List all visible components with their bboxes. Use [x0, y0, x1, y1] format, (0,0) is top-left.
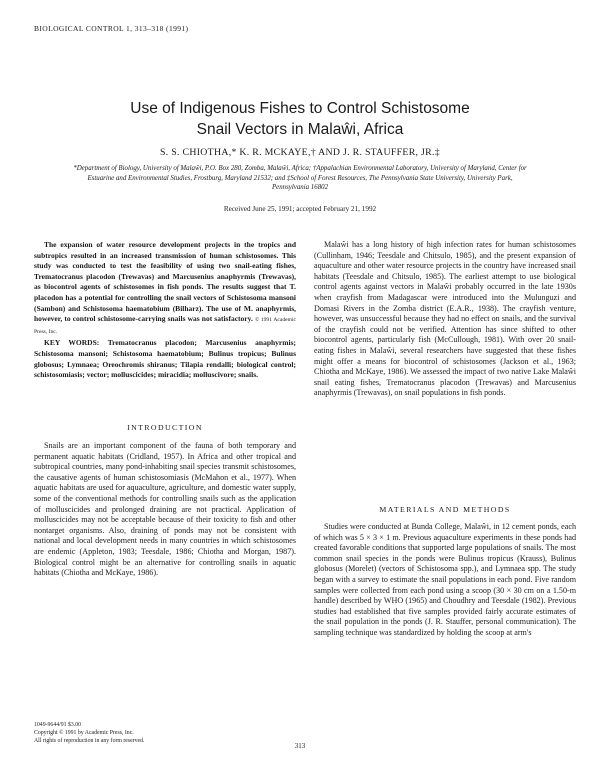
methods-paragraph: Studies were conducted at Bunda College, Malaŵi, in 12 cement ponds, each of which was 5 × 3 × 1 m. Previous aquaculture experiments in these ponds had created favorable conditions that supported large populations of snails. The most common snail species in the ponds were Bulinus tropicus (Krauss), Bulinus globosus (Morelet) (vectors of Schistosoma spp.), and Lymnaea spp. The study began with a survey to estimate the snail populations in each pond. Five random samples were collected from each pond using a scoop (30 × 30 cm on a 1.50-m handle) described by WHO (1965) and Choudhry and Teesdale (1982). Previous studies had established that five samples provided fairly accurate estimates of the snail population in the ponds (J. R. Stauffer, personal communication). The sampling technique was standardized by holding the scoop at arm's: [314, 522, 576, 637]
page-number: 313: [294, 742, 306, 750]
footer-line-rights: All rights of reproduction in any form reserved.: [34, 738, 145, 745]
introduction-text: [34, 441, 296, 579]
introduction-paragraph: Snails are an important component of the fauna of both temporary and permanent aquatic habitats (Cridland, 1957). In Africa and other tropical and subtropical countries, many pond-inhabiting snail species transmit schistosomes, the causative agents of human schistosomiasis (McMahon et al., 1977). When aquatic habitats are used for aquaculture, agriculture, and domestic water supply, some of the conventional methods for controlling snails such as the application of molluscicides and prolonged draining are not practical. Application of molluscicides may not be acceptable because of their toxicity to fish and other nontarget organisms. Also, draining of ponds may not be consistent with national and local development needs in many countries in which schistosomes are endemic (Appleton, 1983; Teesdale, 1986; Chiotha and Morgan, 1987). Biological control might be an alternative for controlling snails in aquatic habitats (Chiotha and McKaye, 1986).: [34, 441, 296, 578]
affiliations: *Department of Biology, University of Malaŵi, P.O. Box 280, Zomba, Malaŵi, Africa; †Appalachian Environmental Laboratory, University of Maryland, Center for Estuarine and Environmental Studies, Frostburg, Maryland 21532; and ‡School of Forest Resources, The Pennsylvania State University, University Park, Pennsylvania 16802: [73, 165, 527, 192]
section-heading-introduction: INTRODUCTION: [127, 423, 203, 432]
section-heading-methods: MATERIALS AND METHODS: [379, 505, 511, 514]
introduction-continued: [314, 240, 576, 399]
title-line-2: Snail Vectors in Malaŵi, Africa: [196, 121, 404, 138]
methods-text: [314, 522, 576, 639]
article-title: [0, 98, 600, 140]
copyright-notice: © 1991 Academic Press, Inc.: [34, 317, 296, 335]
abstract: [34, 240, 296, 381]
running-head: BIOLOGICAL CONTROL 1, 313–318 (1991): [34, 24, 189, 33]
footer-line-issn: 1049-9644/91 $3.00: [34, 722, 82, 728]
author-list: S. S. CHIOTHA,* K. R. MCKAYE,† AND J. R. STAUFFER, JR.‡: [160, 147, 440, 158]
received-dates: Received June 25, 1991; accepted February 21, 1992: [223, 205, 377, 213]
abstract-body: [34, 240, 296, 337]
key-words: KEY WORDS: Trematocranus placodon; Marcusenius anaphyrmis; Schistosoma mansoni; Schistosoma haematobium; Bulinus tropicus; Bulinus globosus; Lymnaea; Oreochromis shiranus; Tilapia rendalli; biological control; schistosomiasis; vector; molluscicides; miracidia; molluscivore; snails.: [34, 338, 296, 380]
title-line-1: Use of Indigenous Fishes to Control Schistosome: [130, 100, 470, 117]
abstract-text: The expansion of water resource development projects in the tropics and subtropics resulted in an increased transmission of human schistosomes. This study was conducted to test the feasibility of using two snail-eating fishes, Trematocranus placodon (Trewavas) and Marcusenius anaphyrmis (Trewavas), as biocontrol agents of schistosomes in fish ponds. The results suggest that T. placodon has a potential for controlling the snail vectors of Schistosoma mansoni (Sambon) and Schistosoma haematobium (Bilharz). The use of M. anaphyrmis, however, to control schistosome-carrying snails was not satisfactory.: [34, 240, 296, 324]
footer-line-copyright: Copyright © 1991 by Academic Press, Inc.: [34, 730, 134, 737]
introduction-paragraph-2: Malaŵi has a long history of high infection rates for human schistosomes (Cullinham, 1946; Teesdale and Chitsulo, 1985), and the present expansion of aquaculture and other water resource projects in the country have increased snail habitats (Teesdale and Chitsulo, 1985). The earliest attempt to use biological control agents against vectors in Malaŵi probably occurred in the late 1930s when crayfish from Madagascar were introduced into the Mulunguzi and Domasi Rivers in the Zomba district (E.A.R., 1938). The crayfish venture, however, was unsuccessful because they had no effect on snails, and the survival of the crayfish could not be verified. Attention has since shifted to other biocontrol agents, particularly fish (McCullough, 1981). With over 20 snail-eating fishes in Malaŵi, several researchers have suggested that these fishes might offer a means for biocontrol of schistosomes (Jackson et al., 1963; Chiotha and McKaye, 1986). We assessed the impact of two native Lake Malaŵi snail eating fishes, Trematocranus placodon (Trewavas) and Marcusenius anaphyrmis (Trewavas), on snail populations in fish ponds.: [314, 240, 576, 398]
